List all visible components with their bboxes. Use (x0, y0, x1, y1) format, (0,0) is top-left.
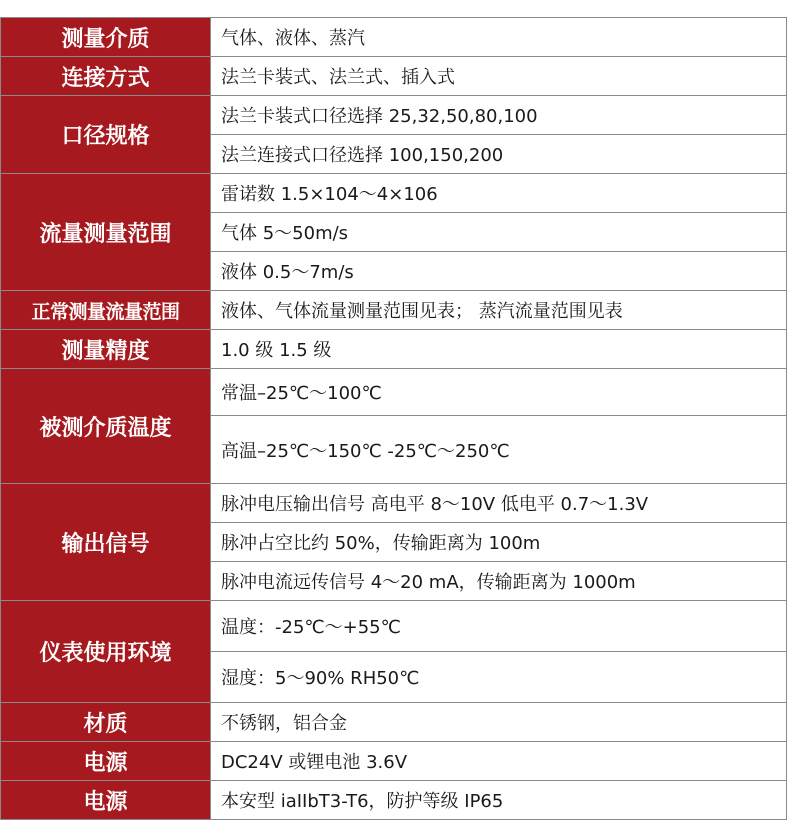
row-value: 湿度：5～90% RH50℃ (211, 652, 787, 703)
table-row (1, 703, 787, 742)
table-row (1, 57, 787, 96)
row-value: 1.0 级 1.5 级 (211, 330, 787, 369)
row-label-medium: 测量介质 (1, 18, 211, 57)
row-value: 气体 5～50m/s (211, 213, 787, 252)
row-label-caliber: 口径规格 (1, 96, 211, 174)
table-row (1, 174, 787, 213)
table-row (1, 781, 787, 820)
row-value: 法兰连接式口径选择 100,150,200 (211, 135, 787, 174)
row-label-material: 材质 (1, 703, 211, 742)
row-value: 温度：-25℃～+55℃ (211, 601, 787, 652)
row-label-output-signal: 输出信号 (1, 484, 211, 601)
row-value: 脉冲电压输出信号 高电平 8～10V 低电平 0.7～1.3V (211, 484, 787, 523)
row-value: 常温–25℃～100℃ (211, 369, 787, 416)
row-label-flow-range: 流量测量范围 (1, 174, 211, 291)
row-label-power-explosion-proof: 电源 (1, 781, 211, 820)
row-value: 液体 0.5～7m/s (211, 252, 787, 291)
row-value: 雷诺数 1.5×104～4×106 (211, 174, 787, 213)
row-value: 液体、气体流量测量范围见表； 蒸汽流量范围见表 (211, 291, 787, 330)
row-label-accuracy: 测量精度 (1, 330, 211, 369)
row-value: 本安型 iaIIbT3-T6，防护等级 IP65 (211, 781, 787, 820)
table-row (1, 742, 787, 781)
row-label-connection: 连接方式 (1, 57, 211, 96)
row-label-environment: 仪表使用环境 (1, 601, 211, 703)
table-row (1, 601, 787, 652)
row-value: 法兰卡装式、法兰式、插入式 (211, 57, 787, 96)
row-value: 不锈钢，铝合金 (211, 703, 787, 742)
row-value: 脉冲占空比约 50%，传输距离为 100m (211, 523, 787, 562)
row-value: 高温–25℃～150℃ -25℃～250℃ (211, 416, 787, 484)
table-row (1, 484, 787, 523)
row-value: 脉冲电流远传信号 4～20 mA，传输距离为 1000m (211, 562, 787, 601)
row-value: DC24V 或锂电池 3.6V (211, 742, 787, 781)
spec-table (0, 17, 787, 820)
row-value: 法兰卡装式口径选择 25,32,50,80,100 (211, 96, 787, 135)
table-row (1, 291, 787, 330)
table-row (1, 18, 787, 57)
table-row (1, 330, 787, 369)
row-value: 气体、液体、蒸汽 (211, 18, 787, 57)
table-row (1, 369, 787, 416)
row-label-power-supply: 电源 (1, 742, 211, 781)
table-row (1, 96, 787, 135)
row-label-normal-flow-range: 正常测量流量范围 (1, 291, 211, 330)
row-label-medium-temperature: 被测介质温度 (1, 369, 211, 484)
